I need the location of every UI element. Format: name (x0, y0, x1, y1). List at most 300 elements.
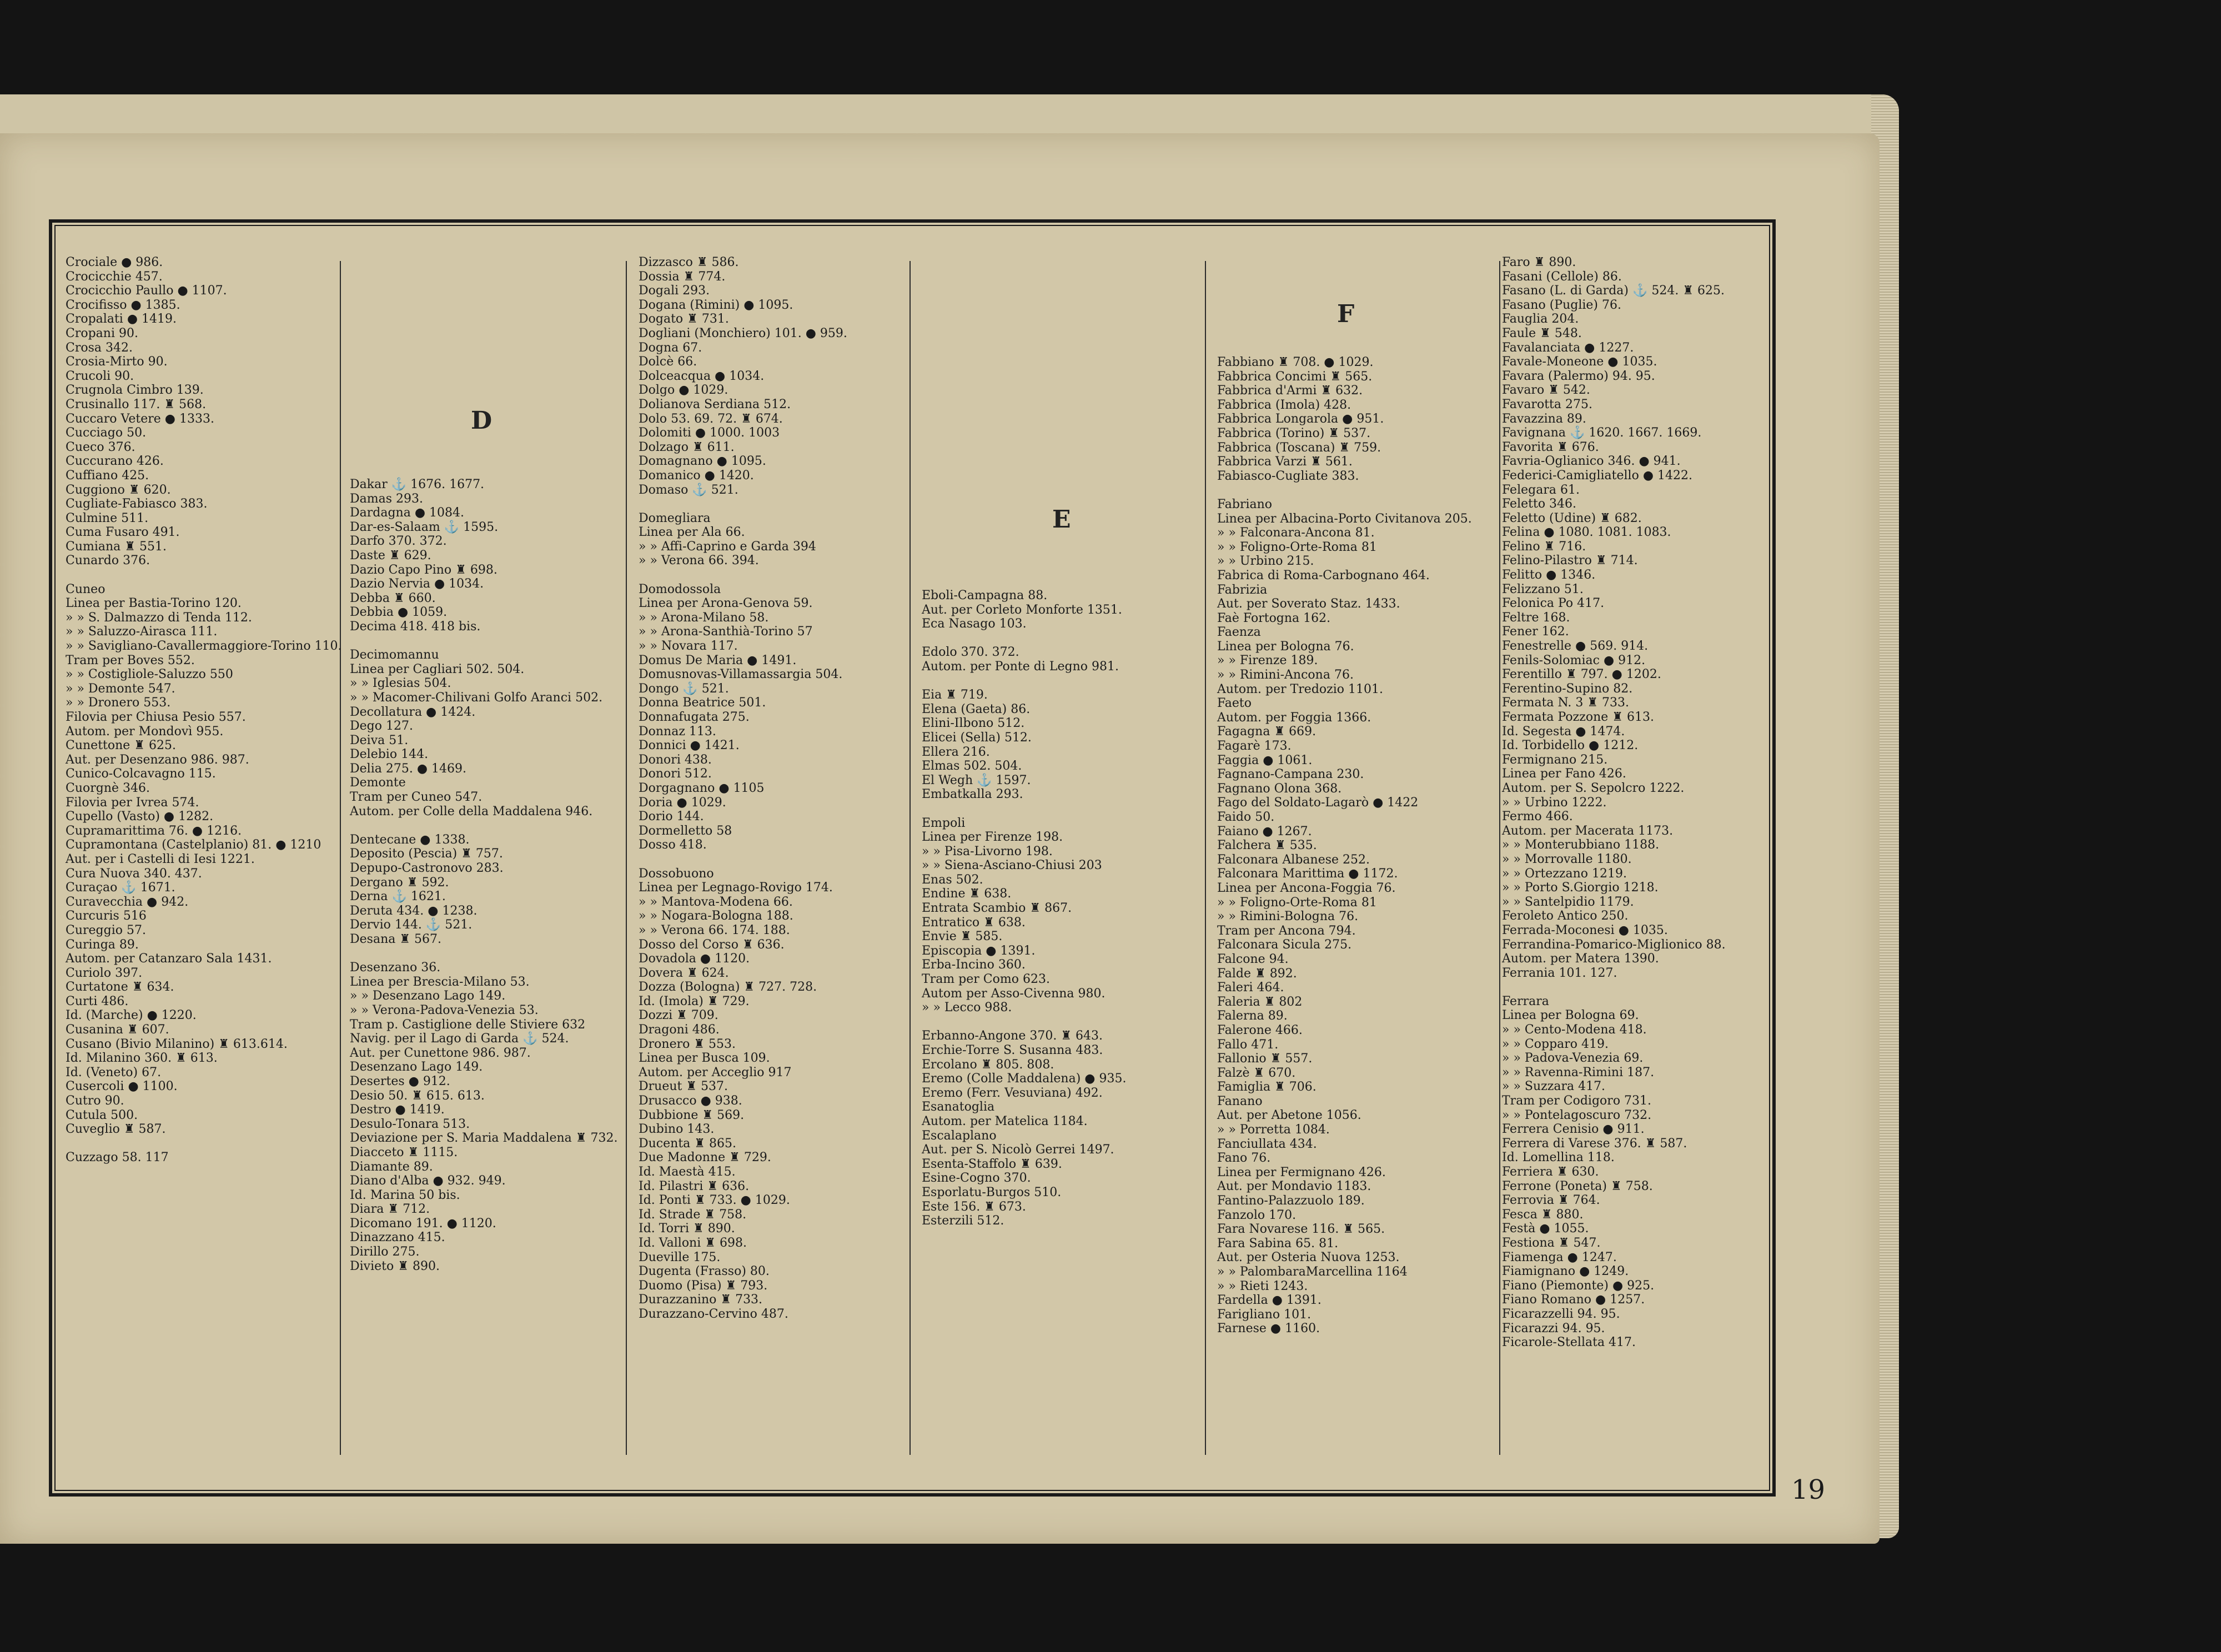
index-entry (1502, 980, 1726, 995)
index-entry: Fenestrelle ● 569. 914. (1502, 639, 1649, 654)
index-entry (639, 497, 847, 511)
index-entry: Id. Pilastri ♜ 636. (639, 1179, 750, 1193)
index-entry: Domusnovas-Villamassargia 504. (639, 667, 843, 682)
index-entry: » » Iglesias 504. (350, 676, 451, 691)
index-entry: Linea per Fano 426. (1502, 767, 1626, 781)
index-entry: Dorio 144. (639, 810, 704, 824)
index-entry: Cugliate-Fabiasco 383. (66, 497, 208, 511)
index-entry: » » Pisa-Livorno 198. (922, 844, 1053, 858)
index-entry: Dueville 175. (639, 1250, 721, 1264)
index-entry: Entrata Scambio ♜ 867. (922, 901, 1072, 916)
index-entry: Crusinallo 117. ♜ 568. (66, 397, 207, 411)
index-entry: Dogana (Rimini) ● 1095. (639, 298, 793, 312)
index-entry: Linea per Brescia-Milano 53. (350, 975, 530, 989)
index-entry: Crosia-Mirto 90. (66, 355, 168, 369)
index-entry (922, 674, 1126, 689)
index-entry: » » Arona-Santhià-Torino 57 (639, 625, 813, 639)
index-entry: Ferrone (Poneta) ♜ 758. (1502, 1179, 1653, 1193)
index-entry: Crociale ● 986. (66, 255, 163, 269)
index-entry: Dongo ⚓ 521. (639, 681, 729, 696)
index-entry: Tram per Boves 552. (66, 653, 195, 667)
index-entry: Autom. per Matelica 1184. (922, 1114, 1088, 1128)
index-entry: Ellera 216. (922, 745, 990, 759)
index-entry: Diara ♜ 712. (350, 1202, 430, 1217)
index-entry: Diacceto ♜ 1115. (350, 1145, 458, 1159)
index-entry: Dinazzano 415. (350, 1231, 445, 1245)
index-entry: Favalanciata ● 1227. (1502, 340, 1634, 355)
index-entry: Ferrovia ♜ 764. (1502, 1193, 1600, 1208)
index-entry: Esterzili 512. (922, 1214, 1004, 1228)
index-entry: » » Pontelagoscuro 732. (1502, 1108, 1652, 1122)
index-entry: » » Monterubbiano 1188. (1502, 838, 1660, 852)
index-entry: » » Porto S.Giorgio 1218. (1502, 881, 1659, 895)
index-entry: Divieto ♜ 890. (350, 1259, 440, 1273)
index-entry: Filovia per Ivrea 574. (66, 795, 199, 810)
index-entry: Ferrania 101. 127. (1502, 966, 1617, 980)
index-entry: Erba-Incino 360. (922, 958, 1026, 972)
index-entry: Linea per Ala 66. (639, 525, 745, 540)
index-entry: Deiva 51. (350, 733, 409, 747)
index-entry: Fermata Pozzone ♜ 613. (1502, 710, 1654, 724)
index-entry: Tram per Codigoro 731. (1502, 1094, 1652, 1108)
index-column-e (922, 589, 1126, 1228)
index-entry: Cropalati ● 1419. (66, 312, 177, 327)
index-entry: Autom. per Foggia 1366. (1217, 710, 1371, 725)
index-entry: Cusano (Bivio Milanino) ♜ 613.614. (66, 1037, 288, 1051)
index-entry: Favria-Oglianico 346. ● 941. (1502, 454, 1681, 469)
index-entry: Elini-Ilbono 512. (922, 716, 1025, 731)
index-entry: Aut. per Cunettone 986. 987. (350, 1046, 531, 1060)
index-entry: Id. Strade ♜ 758. (639, 1207, 747, 1222)
index-entry: Curti 486. (66, 994, 129, 1008)
index-entry: Esine-Cogno 370. (922, 1171, 1031, 1186)
index-entry: Eia ♜ 719. (922, 688, 988, 702)
index-entry: Cuccaro Vetere ● 1333. (66, 411, 214, 426)
index-entry: Fermata N. 3 ♜ 733. (1502, 696, 1630, 710)
index-entry: Autom. per Mondovì 955. (66, 724, 224, 739)
index-entry: » » Rieti 1243. (1217, 1279, 1308, 1293)
index-entry: » » Macomer-Chilivani Golfo Aranci 502. (350, 690, 603, 705)
index-entry: Festà ● 1055. (1502, 1222, 1589, 1236)
index-entry: Decima 418. 418 bis. (350, 619, 481, 634)
index-entry: Doria ● 1029. (639, 795, 726, 810)
index-entry (922, 1015, 1126, 1030)
index-entry: Fasano (L. di Garda) ⚓ 524. ♜ 625. (1502, 284, 1725, 298)
index-entry: Crosa 342. (66, 340, 133, 355)
index-entry: » » Affi-Caprino e Garda 394 (639, 539, 816, 554)
index-entry: » » Demonte 547. (66, 681, 175, 696)
index-entry: Fabbrica Longarola ● 951. (1217, 412, 1384, 426)
index-entry: Dozzi ♜ 709. (639, 1008, 718, 1023)
index-entry: Curiolo 397. (66, 966, 143, 980)
index-column-d2 (639, 255, 847, 1322)
index-entry: Delia 275. ● 1469. (350, 761, 466, 776)
index-entry: Fanciullata 434. (1217, 1137, 1317, 1151)
index-entry: Deposito (Pescia) ♜ 757. (350, 847, 503, 861)
index-entry: Favorita ♜ 676. (1502, 440, 1599, 454)
index-entry: Linea per Bastia-Torino 120. (66, 596, 242, 611)
index-entry: Desertes ● 912. (350, 1074, 450, 1088)
index-entry: Fasano (Puglie) 76. (1502, 298, 1621, 312)
index-entry: Dorgagnano ● 1105 (639, 781, 765, 795)
index-entry: Cuzzago 58. 117 (66, 1151, 169, 1165)
index-entry: Cunardo 376. (66, 554, 150, 568)
index-entry: Favaro ♜ 542. (1502, 383, 1590, 398)
index-entry: Linea per Cagliari 502. 504. (350, 662, 525, 676)
index-entry: Fabbrica (Toscana) ♜ 759. (1217, 440, 1381, 455)
index-entry: Favara (Palermo) 94. 95. (1502, 369, 1655, 383)
index-entry: Damas 293. (350, 491, 423, 506)
index-entry: Farnese ● 1160. (1217, 1322, 1320, 1336)
index-entry: Aut. per Osteria Nuova 1253. (1217, 1251, 1400, 1265)
index-entry: Cupello (Vasto) ● 1282. (66, 810, 214, 824)
index-entry: Linea per Bologna 69. (1502, 1008, 1639, 1023)
index-entry (350, 634, 617, 649)
index-entry: Dergano ♜ 592. (350, 875, 449, 890)
index-entry: Domodossola (639, 582, 721, 596)
index-entry: Id. Lomellina 118. (1502, 1151, 1615, 1165)
index-entry: Dolcè 66. (639, 355, 697, 369)
index-entry: Aut. per Corleto Monforte 1351. (922, 602, 1122, 617)
index-entry: Dossia ♜ 774. (639, 269, 726, 284)
column-rule (1499, 261, 1500, 1455)
index-entry: Curinga 89. (66, 937, 139, 952)
index-entry: Darfo 370. 372. (350, 534, 447, 549)
index-entry: » » Cento-Modena 418. (1502, 1023, 1647, 1037)
index-entry: » » Padova-Venezia 69. (1502, 1051, 1644, 1066)
index-entry: Falchera ♜ 535. (1217, 838, 1317, 853)
index-entry: Fabbrica d'Armi ♜ 632. (1217, 384, 1363, 398)
index-entry: Due Madonne ♜ 729. (639, 1151, 771, 1165)
index-entry: Aut. per Abetone 1056. (1217, 1108, 1361, 1123)
index-entry: Favale-Moneone ● 1035. (1502, 355, 1657, 369)
index-entry: Cuma Fusaro 491. (66, 525, 180, 540)
index-entry: » » S. Dalmazzo di Tenda 112. (66, 610, 252, 625)
index-entry: Deruta 434. ● 1238. (350, 903, 478, 918)
index-entry: Festiona ♜ 547. (1502, 1236, 1601, 1250)
index-entry: Tram per Cuneo 547. (350, 790, 483, 805)
index-entry: Domegliara (639, 511, 711, 525)
index-entry: Drueut ♜ 537. (639, 1079, 728, 1094)
index-entry: Dego 127. (350, 719, 413, 734)
index-entry: Cuggiono ♜ 620. (66, 483, 171, 497)
index-entry: El Wegh ⚓ 1597. (922, 773, 1031, 787)
index-entry: Dogali 293. (639, 284, 710, 298)
index-entry: Dirillo 275. (350, 1245, 420, 1259)
index-entry: Fara Novarese 116. ♜ 565. (1217, 1222, 1385, 1237)
index-entry (639, 568, 847, 583)
index-entry: Dolceacqua ● 1034. (639, 369, 765, 383)
index-entry: Curcuris 516 (66, 909, 147, 923)
index-entry: Id. Milanino 360. ♜ 613. (66, 1051, 218, 1066)
index-entry: Feroleto Antico 250. (1502, 909, 1629, 923)
index-entry: Linea per Busca 109. (639, 1051, 770, 1066)
index-entry: » » Foligno-Orte-Roma 81 (1217, 540, 1377, 554)
index-entry: Crugnola Cimbro 139. (66, 383, 204, 398)
index-entry: » » Verona 66. 174. 188. (639, 923, 790, 937)
index-entry: Felonica Po 417. (1502, 596, 1605, 611)
index-entry: Delebio 144. (350, 747, 429, 762)
index-entry: Cupramontana (Castelplanio) 81. ● 1210 (66, 838, 321, 852)
column-rule (909, 261, 911, 1455)
index-entry: Fago del Soldato-Lagarò ● 1422 (1217, 796, 1419, 810)
index-entry: Decimomannu (350, 648, 439, 662)
index-entry: Eremo (Colle Maddalena) ● 935. (922, 1072, 1127, 1086)
index-entry: » » Ortezzano 1219. (1502, 866, 1627, 881)
index-entry: Erbanno-Angone 370. ♜ 643. (922, 1029, 1103, 1043)
index-entry: Cropani 90. (66, 326, 138, 340)
index-entry: » » Santelpidio 1179. (1502, 895, 1634, 909)
index-entry: Fallonio ♜ 557. (1217, 1052, 1313, 1066)
index-entry: Autom. per Colle della Maddalena 946. (350, 804, 593, 819)
index-entry: Esenta-Staffolo ♜ 639. (922, 1157, 1062, 1171)
index-entry: Autom. per Macerata 1173. (1502, 824, 1674, 838)
index-entry: Domagnano ● 1095. (639, 454, 766, 469)
index-entry: Dormelletto 58 (639, 824, 732, 838)
index-entry: Ficarazzi 94. 95. (1502, 1321, 1605, 1335)
index-entry: Dubino 143. (639, 1122, 715, 1137)
index-entry: Aut. per S. Nicolò Gerrei 1497. (922, 1143, 1114, 1157)
index-entry: Navig. per il Lago di Garda ⚓ 524. (350, 1032, 569, 1046)
index-entry: » » Mantova-Modena 66. (639, 895, 793, 909)
index-entry: Fagarè 173. (1217, 739, 1292, 754)
index-entry: Dolomiti ● 1000. 1003 (639, 426, 780, 440)
index-entry: Ferriera ♜ 630. (1502, 1165, 1599, 1179)
index-entry: Faleria ♜ 802 (1217, 995, 1303, 1009)
index-entry: Donna Beatrice 501. (639, 696, 766, 710)
index-entry: Fiamenga ● 1247. (1502, 1250, 1617, 1264)
index-entry: Dossobuono (639, 866, 714, 881)
index-entry: Faule ♜ 548. (1502, 326, 1582, 340)
index-entry: » » Suzzara 417. (1502, 1079, 1606, 1094)
index-entry: Dosso 418. (639, 838, 707, 852)
index-entry: Donnafugata 275. (639, 710, 750, 724)
index-entry: Autom per Asso-Civenna 980. (922, 986, 1106, 1001)
index-entry: Dugenta (Frasso) 80. (639, 1264, 770, 1279)
index-entry (639, 852, 847, 867)
index-entry: Fabbrica (Imola) 428. (1217, 398, 1351, 412)
index-entry: Crocicchio Paullo ● 1107. (66, 284, 227, 298)
index-entry: Filovia per Chiusa Pesio 557. (66, 710, 246, 724)
index-entry: Favarotta 275. (1502, 397, 1592, 411)
index-entry (922, 802, 1126, 816)
index-entry: Tram per Ancona 794. (1217, 923, 1356, 938)
index-entry: Fanzolo 170. (1217, 1208, 1297, 1222)
index-entry: Fanano (1217, 1094, 1263, 1108)
index-entry: Culmine 511. (66, 511, 149, 525)
index-entry: Aut. per i Castelli di Iesi 1221. (66, 852, 255, 866)
index-entry: Dragoni 486. (639, 1023, 720, 1037)
index-entry: Decollatura ● 1424. (350, 705, 476, 719)
index-entry: Endine ♜ 638. (922, 887, 1012, 901)
index-entry: Fermignano 215. (1502, 752, 1608, 767)
index-entry: Falerone 466. (1217, 1023, 1303, 1037)
index-entry: Faè Fortogna 162. (1217, 611, 1331, 625)
index-entry: » » Firenze 189. (1217, 654, 1318, 668)
index-entry: Fantino-Palazzuolo 189. (1217, 1194, 1365, 1208)
column-rule (626, 261, 627, 1455)
index-entry: Id. Marina 50 bis. (350, 1188, 460, 1202)
index-entry: Autom. per Matera 1390. (1502, 952, 1659, 966)
index-entry: Linea per Albacina-Porto Civitanova 205. (1217, 511, 1472, 526)
index-entry: Id. Torbidello ● 1212. (1502, 739, 1639, 753)
index-entry: Feletto 346. (1502, 497, 1577, 511)
section-letter-e: E (1052, 505, 1071, 534)
index-entry: Autom. per Catanzaro Sala 1431. (66, 952, 272, 966)
index-entry: Falconara Albanese 252. (1217, 852, 1370, 867)
index-entry: Linea per Bologna 76. (1217, 639, 1354, 654)
index-entry: Dolzago ♜ 611. (639, 440, 735, 454)
index-entry: Cusanina ♜ 607. (66, 1023, 169, 1037)
index-entry: Autom. per S. Sepolcro 1222. (1502, 781, 1685, 795)
index-entry: » » Ravenna-Rimini 187. (1502, 1065, 1655, 1079)
index-entry: Curtatone ♜ 634. (66, 980, 174, 995)
index-entry: Fagnano-Campana 230. (1217, 767, 1364, 782)
index-entry: Dardagna ● 1084. (350, 506, 465, 520)
index-entry: Linea per Firenze 198. (922, 830, 1063, 845)
index-entry: Faeto (1217, 696, 1252, 711)
index-entry: Felino-Pilastro ♜ 714. (1502, 554, 1638, 568)
index-entry: Fagnano Olona 368. (1217, 781, 1342, 796)
index-entry: » » Costigliole-Saluzzo 550 (66, 667, 233, 682)
index-entry: Dazio Capo Pino ♜ 698. (350, 563, 498, 577)
index-entry: Fabbrica Varzi ♜ 561. (1217, 455, 1353, 469)
index-entry: Felino ♜ 716. (1502, 539, 1586, 554)
index-entry: Dovera ♜ 624. (639, 966, 729, 980)
index-entry: Durazzano-Cervino 487. (639, 1307, 788, 1321)
index-entry: » » Verona 66. 394. (639, 554, 759, 568)
index-entry: Cumiana ♜ 551. (66, 539, 167, 554)
index-entry: Favignana ⚓ 1620. 1667. 1669. (1502, 426, 1702, 440)
index-column-f2 (1502, 255, 1726, 1350)
index-entry: Fabrizia (1217, 583, 1268, 597)
index-entry: Fenils-Solomiac ● 912. (1502, 653, 1646, 667)
index-entry: Cutula 500. (66, 1108, 138, 1122)
index-entry: Elicei (Sella) 512. (922, 730, 1032, 745)
index-entry: Fermo 466. (1502, 810, 1573, 824)
index-entry: Domanico ● 1420. (639, 468, 754, 483)
index-entry: Id. Torri ♜ 890. (639, 1222, 735, 1236)
page-number: 19 (1791, 1474, 1826, 1505)
index-entry: Daste ♜ 629. (350, 548, 431, 563)
index-entry: » » Dronero 553. (66, 696, 171, 710)
index-entry: Id. (Imola) ♜ 729. (639, 994, 750, 1008)
index-entry: Ducenta ♜ 865. (639, 1136, 736, 1151)
index-entry: Fabbrica (Torino) ♜ 537. (1217, 426, 1371, 440)
index-entry: Aut. per Mondavio 1183. (1217, 1179, 1371, 1194)
index-entry: Autom. per Tredozio 1101. (1217, 682, 1383, 696)
index-entry: » » Desenzano Lago 149. (350, 989, 506, 1003)
index-entry: Desenzano 36. (350, 961, 441, 975)
index-entry: Duomo (Pisa) ♜ 793. (639, 1278, 768, 1293)
index-entry: Faggia ● 1061. (1217, 753, 1313, 767)
index-entry: Felina ● 1080. 1081. 1083. (1502, 525, 1671, 540)
index-entry: Desulo-Tonara 513. (350, 1117, 470, 1131)
index-entry: Cuorgnè 346. (66, 781, 150, 795)
index-entry: Esporlatu-Burgos 510. (922, 1185, 1062, 1199)
index-entry: Cuccurano 426. (66, 454, 164, 469)
index-entry: Eboli-Campagna 88. (922, 589, 1048, 602)
section-letter-f: F (1337, 300, 1355, 328)
index-entry: Fara Sabina 65. 81. (1217, 1236, 1339, 1251)
index-entry: Id. Ponti ♜ 733. ● 1029. (639, 1193, 790, 1208)
index-entry: Escalaplano (922, 1128, 997, 1143)
index-column-f1 (1217, 355, 1472, 1336)
index-column-d1 (350, 478, 617, 1273)
index-entry: Erchie-Torre S. Susanna 483. (922, 1043, 1103, 1057)
index-entry: Falconara Marittima ● 1172. (1217, 867, 1398, 881)
index-entry: Dervio 144. ⚓ 521. (350, 918, 473, 932)
index-entry: Deviazione per S. Maria Maddalena ♜ 732. (350, 1131, 618, 1146)
index-entry: Crocicchie 457. (66, 269, 163, 284)
index-entry: Envie ♜ 585. (922, 930, 1003, 944)
index-entry: » » Siena-Asciano-Chiusi 203 (922, 858, 1102, 873)
index-entry: Entratico ♜ 638. (922, 915, 1026, 930)
index-entry: Autom. per Acceglio 917 (639, 1065, 792, 1079)
index-entry: Dar-es-Salaam ⚓ 1595. (350, 520, 499, 534)
index-entry: Felizzano 51. (1502, 582, 1584, 596)
index-entry: Dogna 67. (639, 340, 702, 355)
index-entry: Curavecchia ● 942. (66, 895, 189, 909)
index-entry: Crocifisso ● 1385. (66, 298, 180, 312)
column-rule (1205, 261, 1206, 1455)
index-entry: » » Porretta 1084. (1217, 1123, 1330, 1137)
index-entry: Ferrera di Varese 376. ♜ 587. (1502, 1136, 1687, 1151)
index-entry: Donori 512. (639, 767, 712, 781)
index-entry: Curaçao ⚓ 1671. (66, 881, 175, 895)
index-entry: Falde ♜ 892. (1217, 966, 1297, 981)
index-entry: Episcopia ● 1391. (922, 943, 1036, 958)
index-entry: Dogato ♜ 731. (639, 312, 729, 327)
index-entry: » » Savigliano-Cavallermaggiore-Torino 110. (66, 639, 342, 654)
index-entry: Fesca ♜ 880. (1502, 1207, 1584, 1222)
index-entry: Eremo (Ferr. Vesuviana) 492. (922, 1086, 1103, 1100)
index-entry: Fagagna ♜ 669. (1217, 725, 1316, 739)
index-entry: Cutro 90. (66, 1094, 124, 1108)
index-entry: Id. Maestà 415. (639, 1165, 736, 1179)
index-entry: Desana ♜ 567. (350, 932, 442, 946)
index-entry: Esanatoglia (922, 1100, 995, 1114)
index-entry: Ficarazzelli 94. 95. (1502, 1307, 1620, 1321)
index-entry: Derna ⚓ 1621. (350, 890, 446, 904)
index-entry: » » Foligno-Orte-Roma 81 (1217, 895, 1377, 910)
index-entry: Cupramarittima 76. ● 1216. (66, 824, 242, 838)
index-entry: Ferrara (1502, 994, 1549, 1008)
index-entry: Fardella ● 1391. (1217, 1293, 1321, 1308)
index-entry: Faenza (1217, 625, 1261, 640)
index-entry: Fabrica di Roma-Carbognano 464. (1217, 568, 1430, 583)
index-entry: Cuveglio ♜ 587. (66, 1122, 166, 1137)
index-entry: Donnici ● 1421. (639, 739, 740, 753)
index-entry: Id. (Veneto) 67. (66, 1065, 162, 1079)
index-entry: Durazzanino ♜ 733. (639, 1293, 763, 1307)
index-entry: Diano d'Alba ● 932. 949. (350, 1174, 506, 1188)
index-entry: Fener 162. (1502, 625, 1569, 639)
index-entry: Dozza (Bologna) ♜ 727. 728. (639, 980, 817, 995)
index-entry: Eca Nasago 103. (922, 617, 1027, 631)
index-entry: Dronero ♜ 553. (639, 1037, 736, 1051)
index-entry (922, 631, 1126, 646)
index-entry: Ercolano ♜ 805. 808. (922, 1057, 1054, 1072)
index-entry (66, 1137, 342, 1151)
index-entry: » » Lecco 988. (922, 1001, 1012, 1015)
index-entry: Dolo 53. 69. 72. ♜ 674. (639, 411, 783, 426)
index-entry: Fauglia 204. (1502, 312, 1579, 327)
index-entry: Faleri 464. (1217, 981, 1284, 995)
index-entry: Faiano ● 1267. (1217, 824, 1312, 838)
index-entry: Felegara 61. (1502, 483, 1580, 497)
index-entry: Fano 76. (1217, 1151, 1271, 1166)
